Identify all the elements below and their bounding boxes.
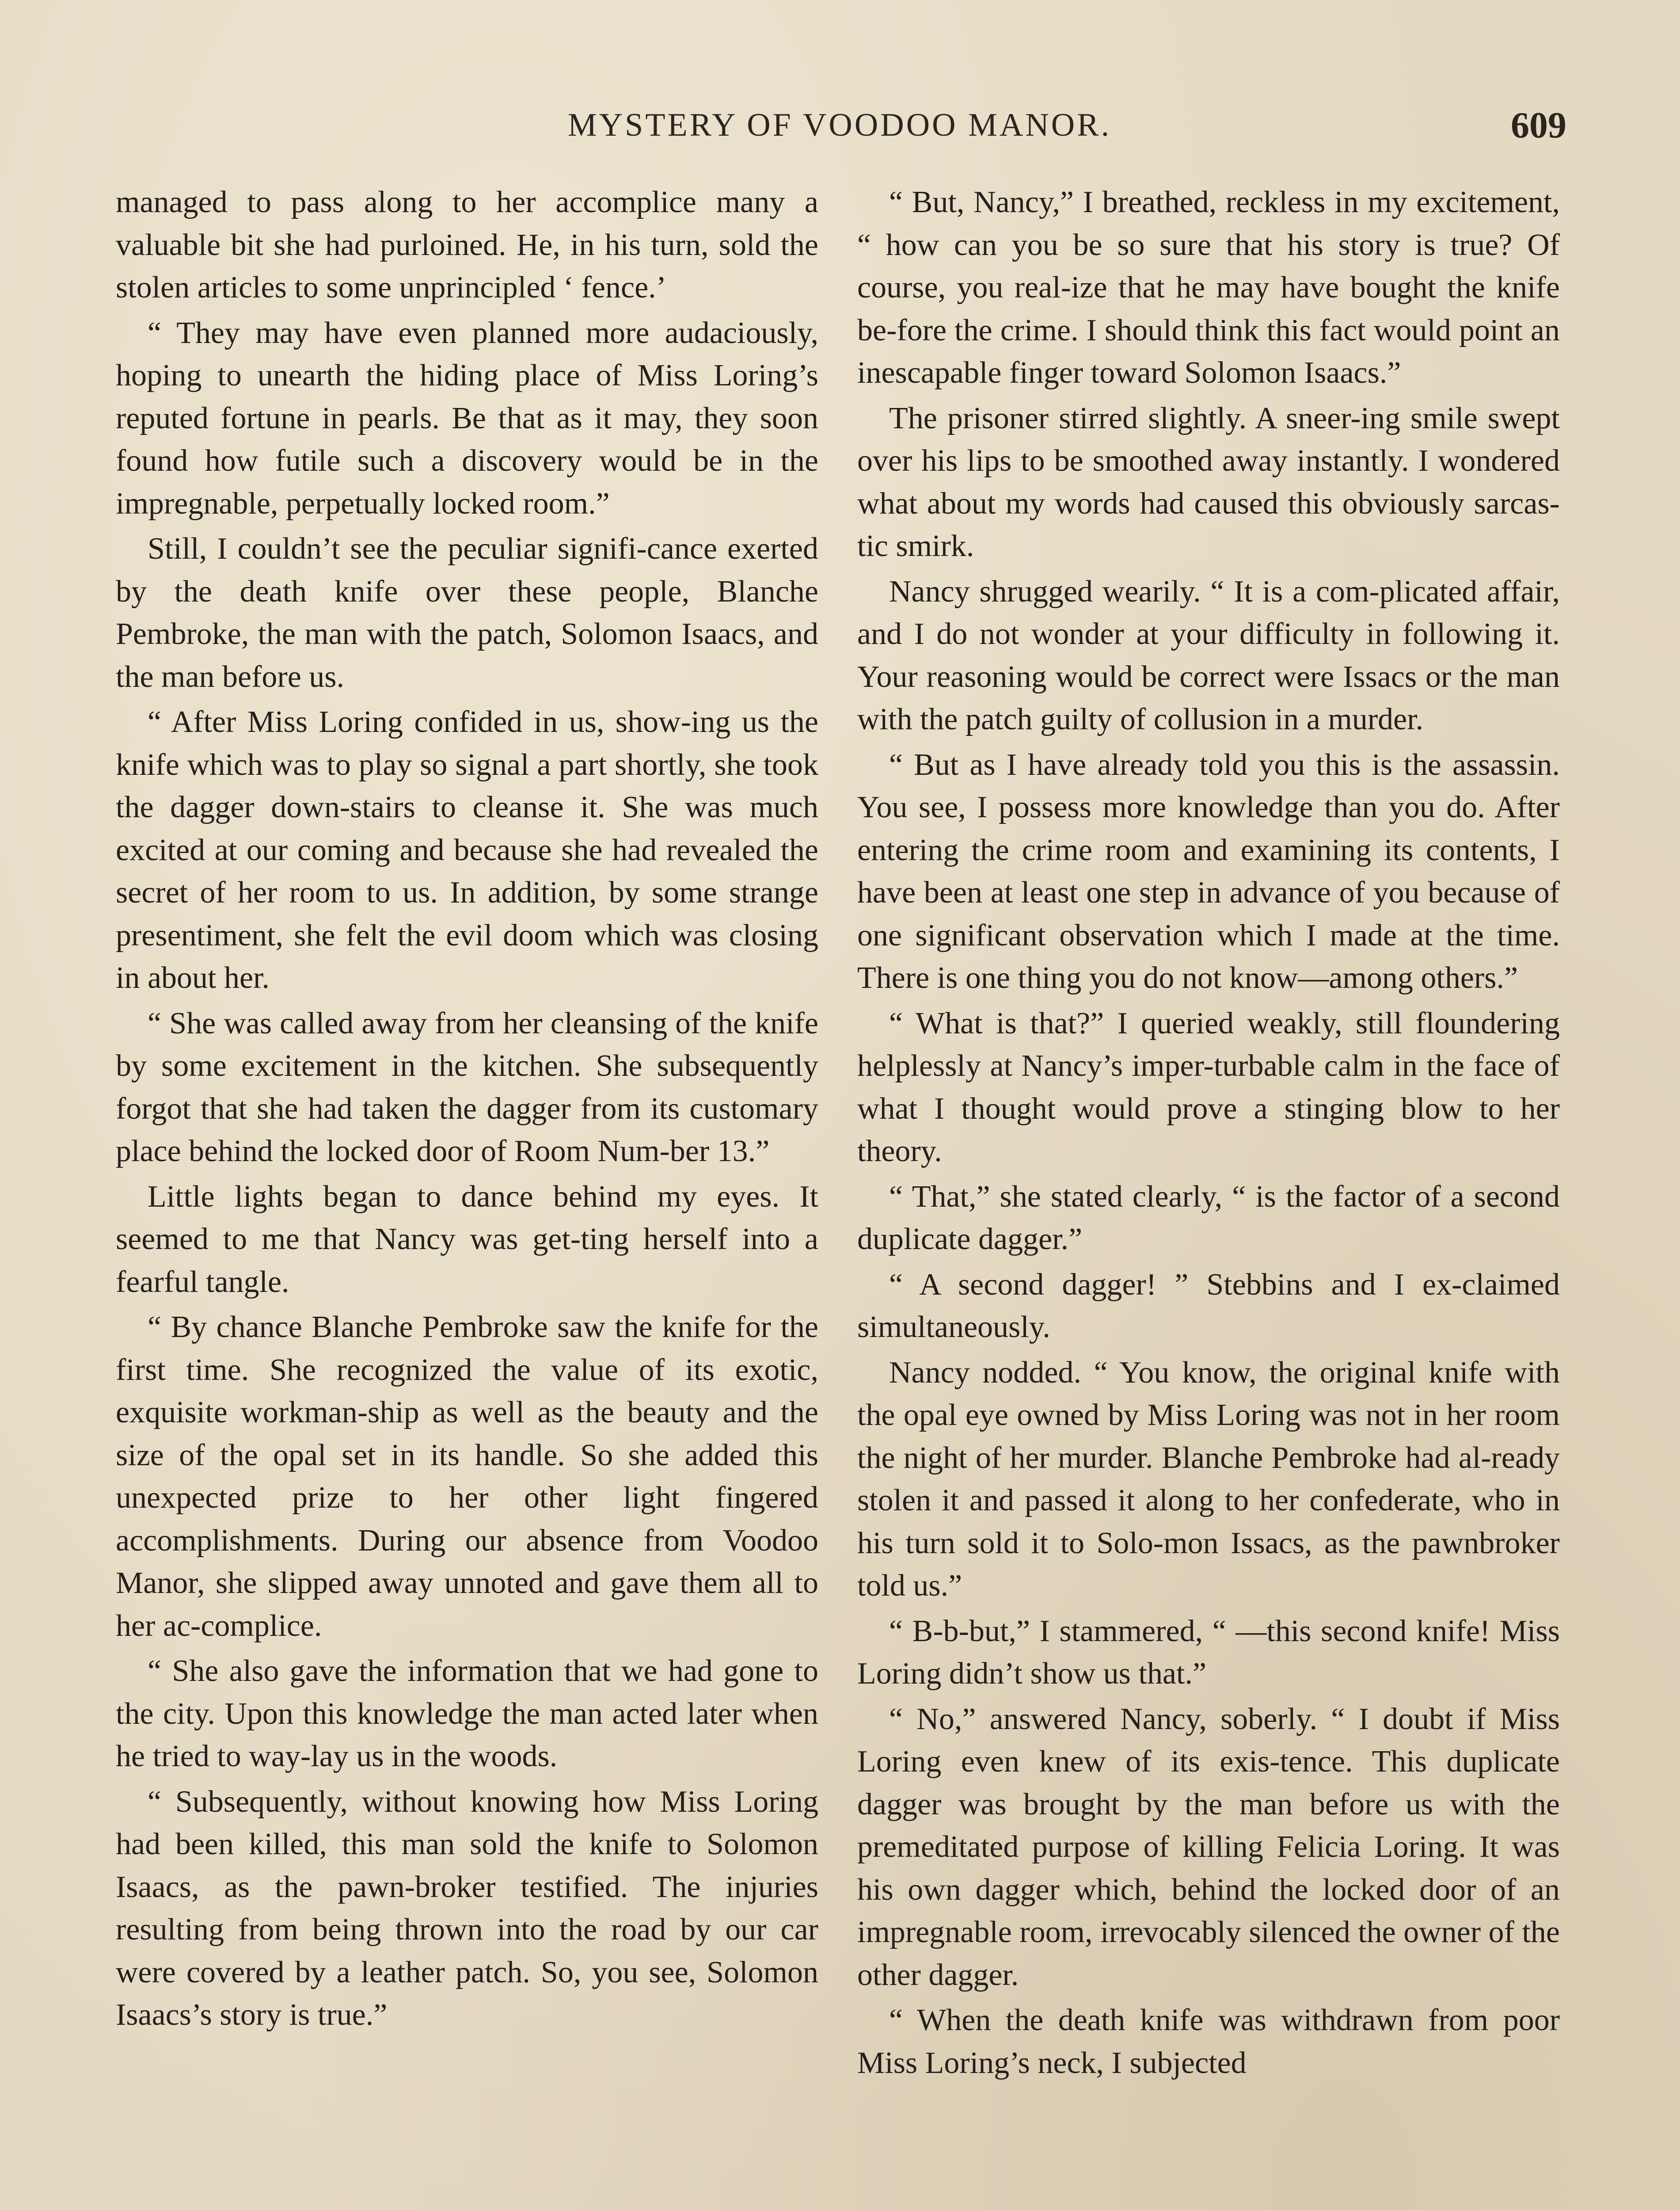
paragraph: Nancy shrugged wearily. “ It is a com-plicated affair, and I do not wonder at your difficulty in following it. Your reasoning would be correct were Issacs or the man with the patch guilty of collusion in a murder. <box>857 574 1560 736</box>
right-column <box>857 181 1560 2084</box>
paragraph: “ But as I have already told you this is the assassin. You see, I possess more knowledge than you do. After entering the crime room and examining its contents, I have been at least one step in advance of you because of one significant observation which I made at the time. There is one thing you do not know—among others.” <box>857 747 1560 995</box>
running-title: MYSTERY OF VOODOO MANOR. <box>567 107 1112 143</box>
paragraph: “ When the death knife was withdrawn from poor Miss Loring’s neck, I subjected <box>857 2003 1560 2080</box>
paragraph: “ After Miss Loring confided in us, show-ing us the knife which was to play so signal a part shortly, she took the dagger down-stairs to cleanse it. She was much excited at our coming and because she had revealed the secret of her room to us. In addition, by some strange presentiment, she felt the evil doom which was closing in about her. <box>116 705 818 995</box>
paragraph: “ B-b-but,” I stammered, “ —this second knife! Miss Loring didn’t show us that.” <box>857 1614 1560 1691</box>
paragraph: Still, I couldn’t see the peculiar signifi-cance exerted by the death knife over these people, Blanche Pembroke, the man with the patch, Solomon Isaacs, and the man before us. <box>116 532 818 694</box>
paragraph: Little lights began to dance behind my eyes. It seemed to me that Nancy was get-ting herself into a fearful tangle. <box>116 1179 818 1299</box>
paragraph: “ No,” answered Nancy, soberly. “ I doubt if Miss Loring even knew of its exis-tence. This duplicate dagger was brought by the man before us with the premeditated purpose of killing Felicia Loring. It was his own dagger which, behind the locked door of an impregnable room, irrevocably silenced the owner of the other dagger. <box>857 1702 1560 1992</box>
paragraph: “ By chance Blanche Pembroke saw the knife for the first time. She recognized the value of its exotic, exquisite workman-ship as well as the beauty and the size of the opal set in its handle. So she added this unexpected prize to her other light fingered accomplishments. During our absence from Voodoo Manor, she slipped away unnoted and gave them all to her ac-complice. <box>116 1310 818 1643</box>
running-header <box>113 104 1566 152</box>
paragraph: “ That,” she stated clearly, “ is the factor of a second duplicate dagger.” <box>857 1179 1560 1256</box>
paragraph: “ She also gave the information that we had gone to the city. Upon this knowledge the man acted later when he tried to way-lay us in the woods. <box>116 1654 818 1773</box>
paragraph: “ What is that?” I queried weakly, still floundering helplessly at Nancy’s imper-turbable calm in the face of what I thought would prove a stinging blow to her theory. <box>857 1006 1560 1168</box>
paragraph: “ But, Nancy,” I breathed, reckless in my excitement, “ how can you be so sure that his story is true? Of course, you real-ize that he may have bought the knife be-fore the crime. I should think this fact would point an inescapable finger toward Solomon Isaacs.” <box>857 185 1560 390</box>
paragraph: Nancy nodded. “ You know, the original knife with the opal eye owned by Miss Loring was not in her room the night of her murder. Blanche Pembroke had al-ready stolen it and passed it along to her confederate, who in his turn sold it to Solo-mon Issacs, as the pawnbroker told us.” <box>857 1355 1560 1603</box>
paragraph: managed to pass along to her accomplice many a valuable bit she had purloined. He, in his turn, sold the stolen articles to some unprincipled ‘ fence.’ <box>116 185 818 305</box>
paragraph: “ A second dagger! ” Stebbins and I ex-claimed simultaneously. <box>857 1267 1560 1344</box>
left-column <box>116 181 818 2037</box>
paragraph: “ She was called away from her cleansing of the knife by some excitement in the kitchen. She subsequently forgot that she had taken the dagger from its customary place behind the locked door of Room Num-ber 13.” <box>116 1006 818 1168</box>
page-number: 609 <box>1511 105 1566 146</box>
paragraph: “ Subsequently, without knowing how Miss Loring had been killed, this man sold the knife to Solomon Isaacs, as the pawn-broker testified. The injuries resulting from being thrown into the road by our car were covered by a leather patch. So, you see, Solomon Isaacs’s story is true.” <box>116 1784 818 2032</box>
paragraph: The prisoner stirred slightly. A sneer-ing smile swept over his lips to be smoothed away instantly. I wondered what about my words had caused this obviously sarcas-tic smirk. <box>857 401 1560 563</box>
paragraph: “ They may have even planned more audaciously, hoping to unearth the hiding place of Miss Loring’s reputed fortune in pearls. Be that as it may, they soon found how futile such a discovery would be in the impregnable, perpetually locked room.” <box>116 316 818 521</box>
